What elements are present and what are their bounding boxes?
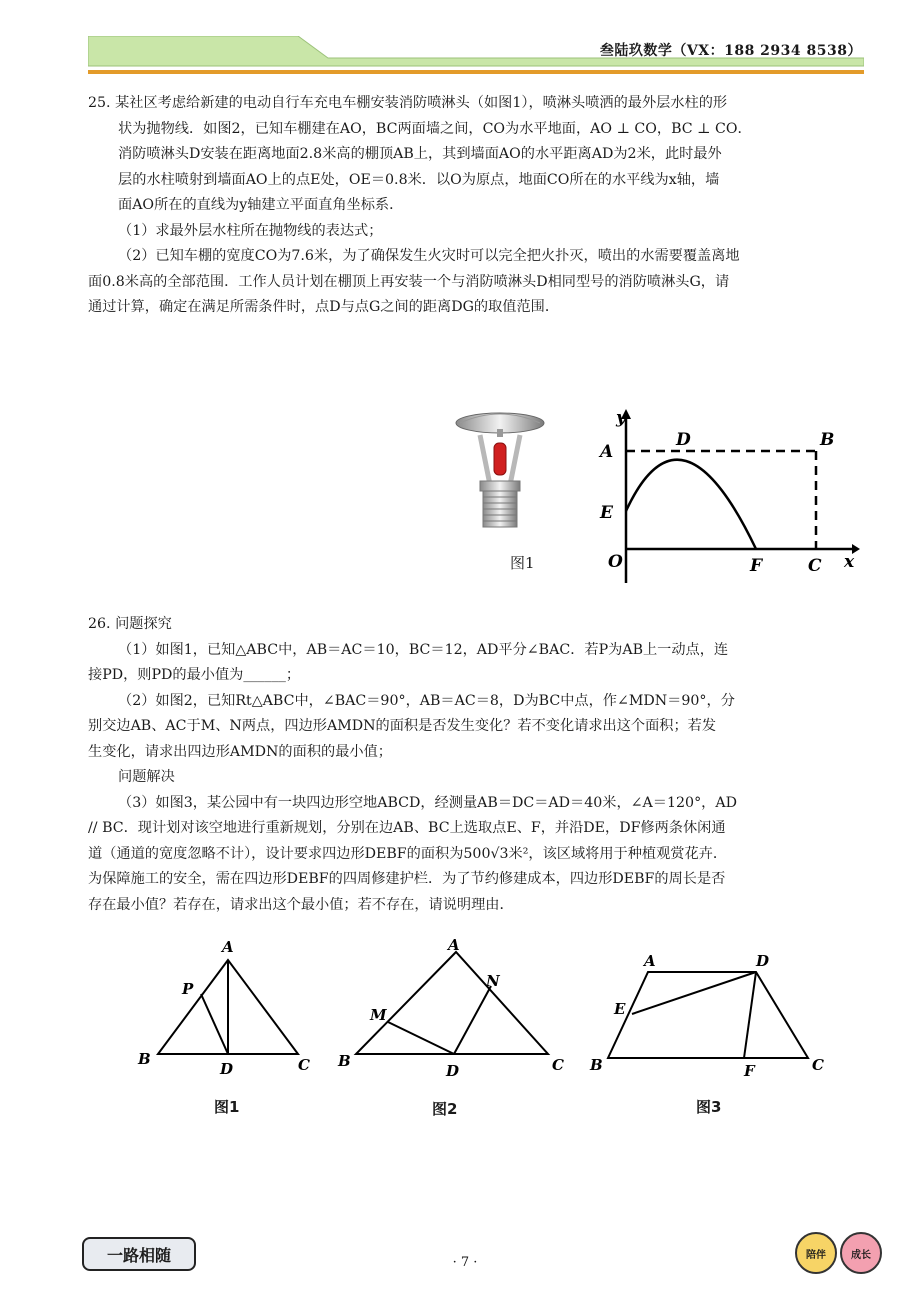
q26-part2: （2）如图2，已知Rt△ABC中，∠BAC＝90°，AB＝AC＝8，D为BC中点，作∠MDN＝90°，分	[118, 692, 735, 709]
parabola	[626, 460, 756, 549]
label-F: F	[750, 556, 763, 576]
footer-circle-left: 陪伴	[795, 1232, 837, 1274]
sprinkler-image	[450, 405, 555, 530]
page-number: · 7 ·	[452, 1255, 478, 1270]
label-D: D	[676, 430, 691, 450]
q25-part2: （2）已知车棚的宽度CO为7.6米，为了确保发生火灾时可以完全把火扑灭，喷出的水需要覆盖离地	[118, 248, 740, 264]
fig2-label-C: C	[552, 1056, 564, 1074]
fig2-label-D: D	[446, 1062, 460, 1080]
label-x: x	[844, 552, 855, 572]
label-C: C	[808, 556, 822, 576]
q26-part3: 道（通道的宽度忽略不计），设计要求四边形DEBF的面积为500√3米²，该区域将用于种植观赏花卉．	[88, 845, 728, 862]
q26-part1: （1）如图1，已知△ABC中，AB＝AC＝10，BC＝12，AD平分∠BAC．若P为AB上一动点，连	[118, 641, 729, 658]
fig3-segment-DF	[744, 972, 756, 1058]
label-y: y	[616, 408, 626, 428]
q25-line: 状为抛物线．如图2，已知车棚建在AO，BC两面墙之间，CO为水平地面，AO ⊥ CO，BC ⊥ CO．	[118, 120, 752, 137]
label-B: B	[820, 430, 835, 450]
q25-fig1-caption: 图1	[510, 554, 535, 572]
q26-part2: 生变化，请求出四边形AMDN的面积的最小值；	[88, 743, 392, 760]
q26-title: 26. 问题探究	[88, 616, 172, 632]
fig2-label-B: B	[338, 1052, 351, 1070]
fig2-label-N: N	[486, 972, 500, 990]
q26-part3: （3）如图3，某公园中有一块四边形空地ABCD，经测量AB＝DC＝AD＝40米，∠A＝120°，AD	[118, 794, 737, 811]
q26-subtitle: 问题解决	[118, 769, 175, 785]
q25-line: 层的水柱喷射到墙面AO上的点E处，OE＝0.8米．以O为原点，地面CO所在的水平线为x轴，墙	[118, 171, 720, 188]
q26-part2: 别交边AB、AC于M、N两点，四边形AMDN的面积是否发生变化？若不变化请求出这个面积；若发	[88, 718, 717, 734]
q25-part1: （1）求最外层水柱所在抛物线的表达式；	[118, 222, 383, 239]
fig2-label-M: M	[370, 1006, 387, 1024]
fig1-label-P: P	[182, 980, 194, 998]
label-O: O	[608, 552, 623, 572]
fig1-label-B: B	[138, 1050, 151, 1068]
q25-figures	[440, 405, 860, 590]
fig3-label-A: A	[644, 952, 656, 970]
fig2-triangle	[356, 952, 548, 1054]
fig3-caption: 图3	[696, 1098, 722, 1116]
q25-line: 面AO所在的直线为y轴建立平面直角坐标系．	[118, 197, 404, 213]
fig2-segment-ND	[454, 986, 491, 1054]
fig1-label-C: C	[298, 1056, 310, 1074]
fig2-caption: 图2	[432, 1100, 458, 1118]
q25-coordinate-graph	[590, 405, 860, 590]
fig2-segment-MD	[388, 1022, 454, 1054]
fig1-label-D: D	[220, 1060, 234, 1078]
fig3-label-D: D	[756, 952, 770, 970]
fig3-label-B: B	[590, 1056, 603, 1074]
q25-line: 消防喷淋头D安装在距离地面2.8米高的棚顶AB上，其到墙面AO的水平距离AD为2米，此时最外	[118, 146, 722, 162]
footer-badge: 一路相随	[82, 1237, 196, 1271]
q26-part3: 为保障施工的安全，需在四边形DEBF的四周修建护栏．为了节约修建成本，四边形DEBF的周长是否	[88, 871, 726, 887]
fig3-label-E: E	[614, 1000, 626, 1018]
label-E: E	[600, 503, 613, 523]
fig3-trapezoid	[608, 972, 808, 1058]
fig3-segment-ED	[632, 972, 756, 1014]
fig1-label-A: A	[222, 938, 234, 956]
fig3-label-F: F	[744, 1062, 755, 1080]
question-26	[88, 612, 868, 918]
q25-part2: 通过计算，确定在满足所需条件时，点D与点G之间的距离DG的取值范围．	[88, 299, 560, 315]
q26-part3: 存在最小值？若存在，请求出这个最小值；若不存在，请说明理由．	[88, 896, 514, 913]
q25-line: 25. 某社区考虑给新建的电动自行车充电车棚安装消防喷淋头（如图1），喷淋头喷洒的最外层水柱的形	[88, 95, 728, 111]
q26-part1: 接PD，则PD的最小值为______；	[88, 667, 301, 683]
q25-part2: 面0.8米高的全部范围．工作人员计划在棚顶上再安装一个与消防喷淋头D相同型号的消防喷淋头G，请	[88, 273, 730, 290]
fig1-caption: 图1	[214, 1098, 240, 1116]
fig3-label-C: C	[812, 1056, 824, 1074]
fig1-segment-PD	[201, 994, 228, 1054]
label-A: A	[600, 442, 614, 462]
header-brand: 叁陆玖数学（VX：188 2934 8538）	[599, 43, 862, 59]
q26-part3: // BC．现计划对该空地进行重新规划，分别在边AB、BC上选取点E、F，并沿DE，DF修两条休闲通	[88, 820, 726, 836]
footer-circle-right: 成长	[840, 1232, 882, 1274]
question-25	[88, 91, 868, 321]
fig2-label-A: A	[448, 936, 460, 954]
q26-figures	[130, 928, 830, 1123]
